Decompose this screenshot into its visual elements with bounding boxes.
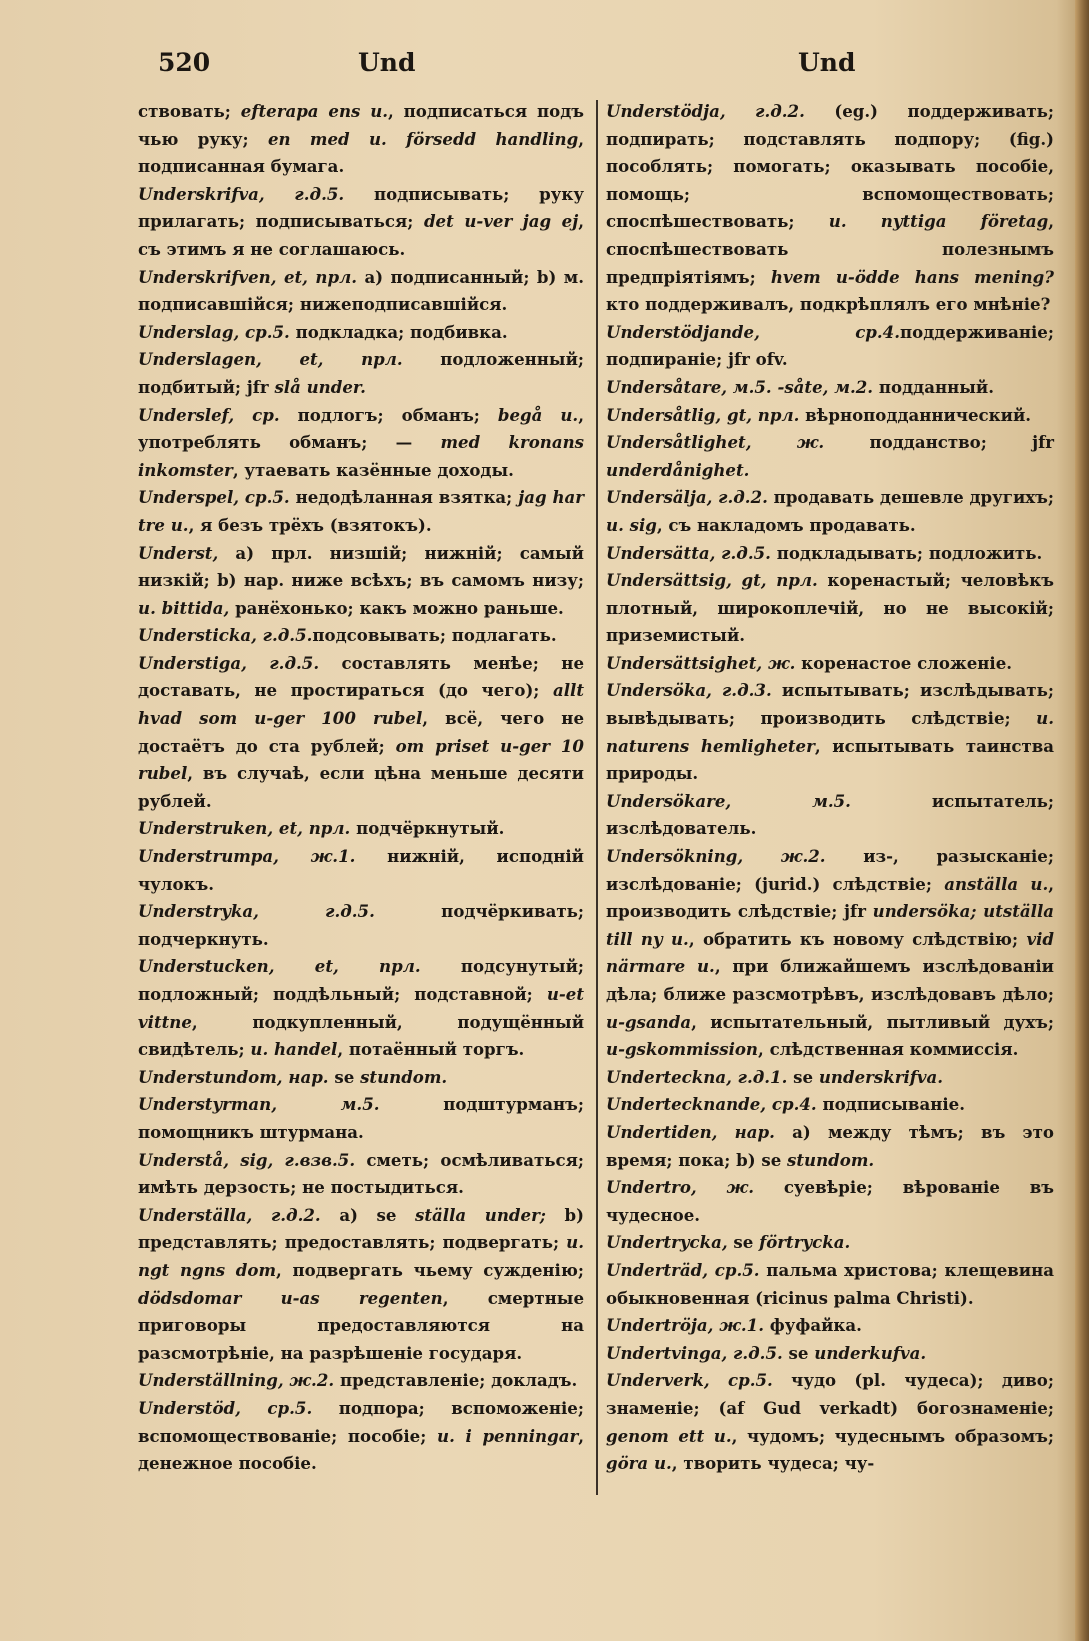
entry-definition: (eg.) поддерживать; подпирать; подставлять подпору; (fig.) пособлять; помогать; оказывать пособіе, помощь; вспомоществовать; споспѣшествовать; [606,101,1054,232]
dictionary-entry [606,98,1054,319]
entry-definition: подчёркнутый. [350,818,505,839]
entry-definition: из-, разысканіе; изслѣдованіе; (jurid.) слѣдствіе; [606,846,1054,894]
entry-headword: Understiga, г.д.5. [138,652,320,673]
entry-definition: испытывать; изслѣдывать; вывѣдывать; производить слѣдствіе; [606,680,1054,729]
entry-example: u-gskommission [606,1039,759,1060]
entry-headword: Undertröja, ж.1. [606,1315,764,1336]
dictionary-entry [138,1202,584,1368]
entry-example: ställa under; [415,1204,546,1225]
entry-definition: se [782,1342,815,1363]
entry-headword: Undersättsighet, ж. [606,652,796,673]
entry-definition: , употреблять обманъ; — [138,404,584,453]
entry-headword: Understrumpa, ж.1. [138,846,356,867]
page-edge [1075,0,1089,1641]
entry-definition: se [787,1066,819,1087]
entry-example: stundom. [787,1149,875,1170]
entry-definition: а) прл. низшій; нижній; самый низкій; b) нар. ниже всѣхъ; въ самомъ низу; [138,542,584,591]
entry-headword: Underställa, г.д.2. [138,1204,321,1225]
dictionary-entry [138,1367,584,1395]
entry-definition: , всё, чего не достаётъ до ста рублей; [138,708,585,756]
entry-headword: Undersåtare, м.5. -såte, м.2. [606,376,874,397]
entry-headword: Underslef, ср. [138,404,280,425]
entry-headword: Understödjande, ср.4. [606,321,901,342]
entry-definition: , въ случаѣ, если цѣна меньше десяти рублей. [138,763,584,811]
entry-definition: испытатель; изслѣдователь. [606,790,1054,839]
entry-headword: Undertecknande, ср.4. [606,1094,817,1115]
entry-headword: Undersåtlig, gt, прл. [606,404,800,425]
entry-definition: подданный. [873,376,994,397]
entry-headword: Underskrifven, et, прл. [138,266,357,287]
entry-definition: , утаевать казённые доходы. [232,459,514,480]
entry-definition: поддерживаніе; подпираніе; jfr ofv. [606,321,1054,370]
entry-definition: , подписаться подъ чью руку; [138,101,584,149]
entry-definition: коренастое сложеніе. [795,652,1013,673]
entry-headword: Understicka, г.д.5. [138,625,313,646]
entry-definition: , обратить къ новому слѣдствію; [688,928,1027,949]
entry-headword: Underslag, ср.5. [138,321,290,342]
entry-headword: Underskrifva, г.д.5. [138,183,345,204]
entry-definition: представленіе; докладъ. [334,1370,578,1391]
dictionary-entry [138,1395,584,1478]
entry-definition: нижній, исподній чулокъ. [138,846,584,894]
entry-definition: , подкупленный, подущённый свидѣтель; [138,1011,584,1060]
dictionary-entry [606,1312,1054,1340]
entry-example: förtrycka. [759,1232,851,1253]
dictionary-entry [606,1091,1054,1119]
entry-headword: Underverk, ср.5. [606,1370,773,1391]
right-column [606,98,1054,1478]
entry-definition: пальма христова; клещевина обыкновенная (ricinus palma Christi). [606,1259,1054,1308]
dictionary-entry [606,319,1054,374]
entry-definition: подсунутый; подложный; поддѣльный; подставной; [138,956,584,1004]
entry-example: slå under. [274,376,366,397]
dictionary-entry [606,1119,1054,1174]
entry-definition: ранёхонько; какъ можно раньше. [229,597,564,618]
entry-headword: Underteckna, г.д.1. [606,1066,788,1087]
entry-definition: подписываніе. [816,1094,965,1115]
entry-headword: Understucken, et, прл. [138,956,421,977]
dictionary-entry [138,1147,584,1202]
entry-definition: коренастый; человѣкъ плотный, широкоплечій, но не высокій; приземистый. [606,570,1055,646]
dictionary-entry [606,650,1054,678]
page-header [150,44,860,84]
entry-definition: а) se [320,1204,416,1225]
entry-definition: суевѣріе; вѣрованіе въ чудесное. [606,1177,1054,1225]
entry-definition: а) подписанный; b) м. подписавшійся; нижеподписавшійся. [138,266,584,315]
entry-definition: , испытывать таинства природы. [606,735,1055,784]
entry-headword: Understödja, г.д.2. [606,101,805,121]
dictionary-entry [138,1064,584,1092]
entry-definition: подданство; jfr [824,432,1054,453]
dictionary-entry [138,622,584,650]
entry-headword: Understyrman, м.5. [138,1094,380,1115]
entry-definition: , денежное пособіе. [138,1425,584,1474]
entry-definition: , подвергать чьему сужденію; [276,1259,584,1280]
entry-example: begå u. [497,404,579,425]
dictionary-entry [138,843,584,898]
dictionary-entry [138,815,584,843]
entry-definition: ствовать; [138,101,241,121]
entry-definition: , потаённый торгъ. [337,1039,525,1060]
dictionary-entry [606,567,1054,650]
entry-headword: Undertrycka, [606,1232,728,1253]
entry-definition: , съ этимъ я не соглашаюсь. [138,211,584,259]
entry-example: underkufva. [814,1342,927,1363]
dictionary-entry [138,484,584,539]
entry-example: allt hvad som u-ger 100 rubel [138,680,584,729]
entry-definition: кто поддерживалъ, подкрѣплялъ его мнѣніе? [606,294,1051,315]
dictionary-entry [138,1091,584,1146]
entry-definition: подпора; вспоможеніе; вспомоществованіе; пособіе; [138,1397,584,1446]
entry-example: en med u. försedd handling [268,128,579,149]
entry-definition: фуфайка. [764,1315,862,1336]
entry-definition: вѣрноподданнический. [799,404,1032,425]
entry-definition: сметь; осмѣливаться; имѣть дерзость; не постыдиться. [138,1149,584,1198]
entry-example: med kronans inkomster [138,432,584,480]
dictionary-entry [606,1367,1054,1477]
entry-headword: Understryka, г.д.5. [138,901,375,922]
dictionary-entry [138,264,584,319]
entry-headword: Undersökare, м.5. [606,790,851,811]
entry-headword: Underst, [138,542,219,563]
dictionary-entry [606,843,1054,1064]
dictionary-entry [606,402,1054,430]
entry-headword: Understå, sig, г.взв.5. [138,1149,356,1170]
entry-definition: подлогъ; обманъ; [279,404,498,425]
entry-definition: , при ближайшемъ изслѣдованіи дѣла; ближе разсмотрѣвъ, изслѣдовавъ дѣло; [606,956,1054,1004]
dictionary-entry [606,1229,1054,1257]
entry-example: anställa u. [944,873,1049,894]
entry-example: u-gsanda [606,1011,692,1032]
entry-headword: Undertro, ж. [606,1177,754,1198]
dictionary-entry [606,1340,1054,1368]
entry-definition: а) между тѣмъ; въ это время; пока; b) se [606,1121,1054,1170]
entry-example: u. nyttiga företag [828,211,1049,232]
entry-headword: Undersätta, г.д.5. [606,542,771,563]
entry-definition: подложенный; подбитый; jfr [138,349,585,397]
entry-headword: Undersöka, г.д.3. [606,680,772,701]
entry-headword: Underslagen, et, прл. [138,349,403,370]
entry-example: u. naturens hemligheter [606,708,1054,756]
entry-example: undersöka; utställa till ny u. [606,901,1054,949]
entry-headword: Undersättsig, gt, прл. [606,570,818,591]
dictionary-entry [606,374,1054,402]
entry-example: u. sig [606,514,657,535]
entry-definition: подчёркивать; подчеркнуть. [138,901,584,949]
entry-headword: Undersökning, ж.2. [606,846,826,867]
entry-example: underskrifva. [818,1066,944,1087]
running-head-left: Und [358,48,416,77]
entry-definition: подписывать; руку прилагать; подписываться; [138,183,584,232]
entry-example: u. i penningar [437,1425,579,1446]
entry-example: u. bittida, [138,597,230,618]
dictionary-entry [606,1174,1054,1229]
entry-definition: , слѣдственная коммиссія. [758,1039,1019,1060]
entry-example: jag har tre u. [138,487,585,535]
entry-definition: , споспѣшествовать полезнымъ предпріятіямъ; [606,211,1054,287]
entry-example: stundom. [360,1066,448,1087]
entry-definition: подкладывать; подложить. [770,542,1043,563]
entry-example: vid närmare u. [606,928,1054,977]
entry-headword: Underträd, ср.5. [606,1259,760,1280]
entry-example: u-et vittne [138,984,584,1032]
entry-definition: подкладка; подбивка. [289,321,508,342]
dictionary-entry [138,346,584,401]
entry-definition: , чудомъ; чудеснымъ образомъ; [731,1425,1054,1446]
dictionary-entry [138,540,584,623]
entry-example: göra u. [606,1453,672,1474]
dictionary-entry [606,429,1054,484]
dictionary-entry [606,677,1054,787]
entry-definition: недодѣланная взятка; [289,487,519,508]
entry-example: om priset u-ger 10 rubel [138,735,584,784]
page-number: 520 [158,48,211,77]
entry-example: hvem u-ödde hans mening? [770,266,1054,287]
entry-definition: , я безъ трёхъ (взятокъ). [188,514,432,535]
entry-definition: , производить слѣдствіе; jfr [606,873,1054,922]
dictionary-entry [138,98,584,181]
dictionary-entry [606,1064,1054,1092]
entry-example: genom ett u. [606,1425,732,1446]
dictionary-entry [138,898,584,953]
entry-headword: Undersåtlighet, ж. [606,432,825,453]
entry-example: underdånighet. [606,459,750,480]
dictionary-entry [606,484,1054,539]
dictionary-entry [606,788,1054,843]
entry-definition: продавать дешевле другихъ; [767,487,1054,508]
dictionary-entry [606,540,1054,568]
entry-example: dödsdomar u-as regenten [138,1287,443,1308]
entry-example: u. handel [250,1039,338,1060]
entry-definition: b) представлять; предоставлять; подвергать; [138,1204,585,1253]
entry-definition: se [727,1232,760,1253]
dictionary-entry [138,650,584,816]
entry-definition: , смертные приговоры предоставляются на разсмотрѣніе, на разрѣшеніе государя. [138,1287,585,1363]
entry-definition: se [328,1066,361,1087]
entry-headword: Undertiden, нар. [606,1121,775,1142]
dictionary-entry [138,953,584,1063]
entry-headword: Underspel, ср.5. [138,487,290,508]
entry-definition: , испытательный, пытливый духъ; [691,1011,1054,1032]
entry-example: u. ngt ngns dom [138,1232,584,1280]
entry-definition: чудо (pl. чудеса); диво; знаменіе; (af Gud verkadt) богознаменіе; [606,1370,1054,1418]
entry-headword: Undertvinga, г.д.5. [606,1342,783,1363]
entry-headword: Understöd, ср.5. [138,1397,313,1418]
dictionary-entry [606,1257,1054,1312]
entry-example: efterapa ens u. [240,101,389,121]
entry-definition: , съ накладомъ продавать. [656,514,916,535]
entry-example: det u-ver jag ej [423,211,579,232]
entry-definition: , творить чудеса; чу- [671,1453,875,1474]
entry-headword: Underställning, ж.2. [138,1370,335,1391]
entry-definition: , подписанная бумага. [138,128,584,177]
dictionary-entry [138,402,584,485]
entry-definition: составлять менѣе; не доставать, не простираться (до чего); [138,652,584,701]
entry-definition: подштурманъ; помощникъ штурмана. [138,1094,585,1142]
entry-headword: Understundom, нар. [138,1066,329,1087]
running-head-right: Und [798,48,856,77]
left-column [138,98,584,1478]
entry-headword: Understruken, et, прл. [138,818,351,839]
entry-headword: Undersälja, г.д.2. [606,487,768,508]
column-divider [596,100,598,1495]
dictionary-entry [138,319,584,347]
dictionary-entry [138,181,584,264]
entry-definition: подсовывать; подлагать. [312,625,557,646]
